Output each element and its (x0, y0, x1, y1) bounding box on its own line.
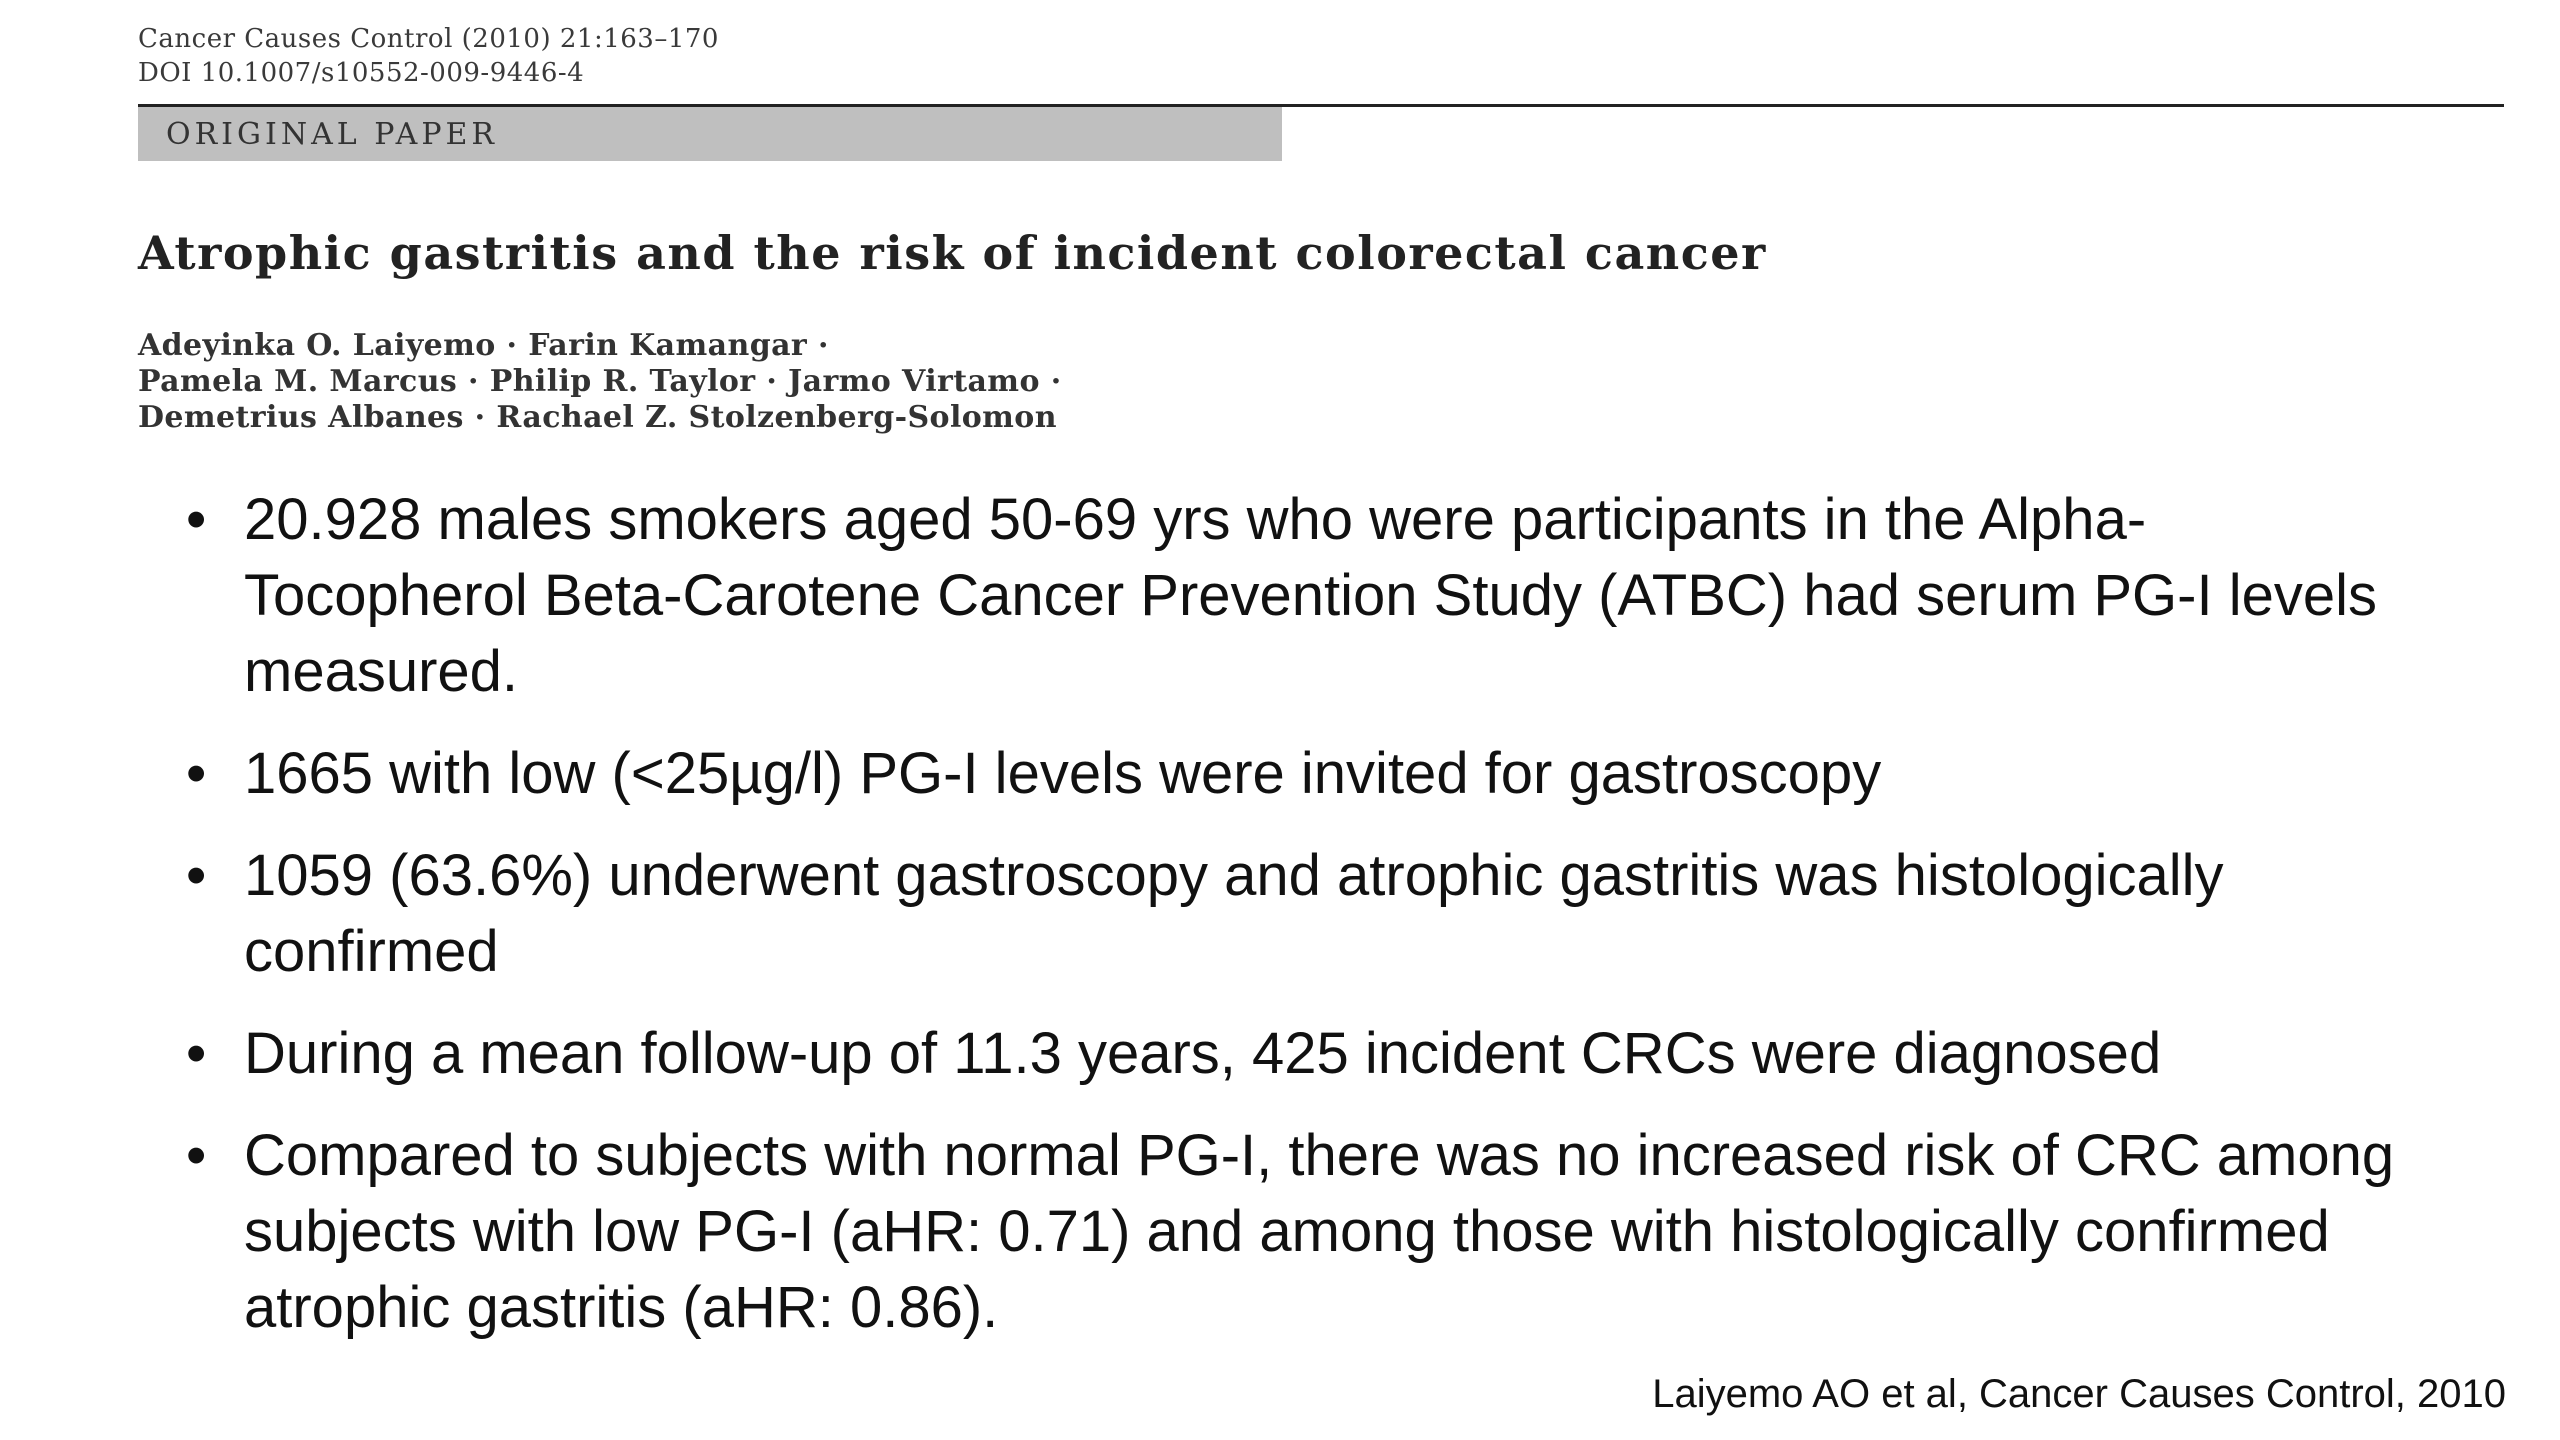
bullet-text: During a mean follow-up of 11.3 years, 425 incident CRCs were diagnosed (244, 1021, 2162, 1086)
bullet-dot-icon: • (186, 741, 207, 806)
bullet-text: 1059 (63.6%) underwent gastroscopy and atrophic gastritis was histologically confirmed (244, 843, 2224, 984)
summary-bullets (186, 482, 2416, 1372)
doi-line: DOI 10.1007/s10552-009-9446-4 (138, 58, 585, 88)
bullet-dot-icon: • (186, 487, 207, 552)
bullet-item (186, 1016, 2416, 1092)
bullet-dot-icon: • (186, 1123, 207, 1188)
bullet-text: 1665 with low (<25µg/l) PG-I levels were invited for gastroscopy (244, 741, 1882, 806)
author-list (138, 328, 1062, 436)
journal-citation (138, 22, 719, 90)
section-bar (138, 107, 1282, 161)
bullet-item (186, 482, 2416, 710)
bullet-text: Compared to subjects with normal PG-I, there was no increased risk of CRC among subjects with low PG-I (aHR: 0.71) and among those with histologically confirmed atrophic gastritis (aHR: 0.86). (244, 1123, 2395, 1340)
bullet-item (186, 1118, 2416, 1346)
journal-line: Cancer Causes Control (2010) 21:163–170 (138, 24, 719, 54)
bullet-item (186, 736, 2416, 812)
author-line: Demetrius Albanes · Rachael Z. Stolzenberg-Solomon (138, 400, 1057, 435)
section-label: ORIGINAL PAPER (166, 117, 498, 152)
author-line: Adeyinka O. Laiyemo · Farin Kamangar · (138, 328, 829, 363)
bullet-dot-icon: • (186, 843, 207, 908)
author-line: Pamela M. Marcus · Philip R. Taylor · Jarmo Virtamo · (138, 364, 1062, 399)
bullet-item (186, 838, 2416, 990)
source-citation: Laiyemo AO et al, Cancer Causes Control, 2010 (1652, 1372, 2506, 1416)
bullet-text: 20.928 males smokers aged 50-69 yrs who were participants in the Alpha-Tocopherol Beta-Carotene Cancer Prevention Study (ATBC) had serum PG-I levels measured. (244, 487, 2378, 704)
paper-title: Atrophic gastritis and the risk of incident colorectal cancer (138, 226, 1767, 280)
bullet-dot-icon: • (186, 1021, 207, 1086)
